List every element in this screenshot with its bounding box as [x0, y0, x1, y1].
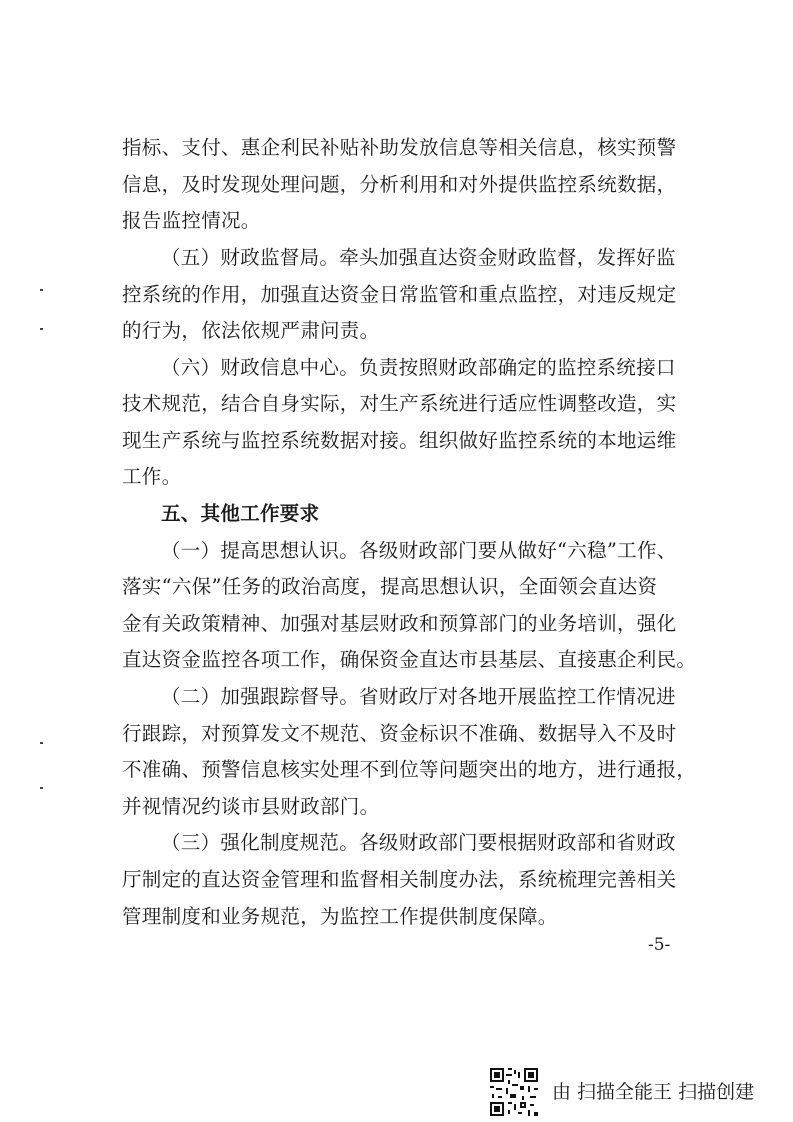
- body-line: 信息，及时发现处理问题，分析利用和对外提供监控系统数据，: [122, 173, 677, 196]
- body-line: （二）加强跟踪督导。省财政厅对各地开展监控工作情况进: [161, 685, 676, 708]
- scanner-credit-text: 由 扫描全能王 扫描创建: [552, 1081, 755, 1103]
- body-line: 现生产系统与监控系统数据对接。组织做好监控系统的本地运维: [122, 429, 677, 452]
- body-line: 行跟踪，对预算发文不规范、资金标识不准确、数据导入不及时: [122, 722, 677, 745]
- body-line: （一）提高思想认识。各级财政部门要从做好“六稳”工作、: [161, 539, 677, 562]
- body-line: 技术规范，结合自身实际，对生产系统进行适应性调整改造，实: [122, 392, 677, 415]
- body-line: 不准确、预警信息核实处理不到位等问题突出的地方，进行通报，: [122, 758, 697, 781]
- body-line: （六）财政信息中心。负责按照财政部确定的监控系统接口: [161, 356, 676, 379]
- body-line: 落实“六保”任务的政治高度，提高思想认识，全面领会直达资: [122, 575, 658, 598]
- binding-mark: [40, 289, 43, 291]
- body-line: 管理制度和业务规范，为监控工作提供制度保障。: [122, 905, 558, 928]
- body-line: 指标、支付、惠企利民补贴补助发放信息等相关信息，核实预警: [122, 136, 677, 159]
- body-line: 控系统的作用，加强直达资金日常监管和重点监控，对违反规定: [122, 283, 677, 306]
- body-line: 并视情况约谈市县财政部门。: [122, 795, 380, 818]
- page-number: -5-: [648, 935, 671, 955]
- body-line: （三）强化制度规范。各级财政部门要根据财政部和省财政: [161, 831, 676, 854]
- body-line: 直达资金监控各项工作，确保资金直达市县基层、直接惠企利民。: [122, 648, 697, 671]
- body-line: 金有关政策精神、加强对基层财政和预算部门的业务培训，强化: [122, 612, 677, 635]
- body-line: 工作。: [122, 465, 182, 488]
- binding-mark: [40, 742, 43, 744]
- body-line: （五）财政监督局。牵头加强直达资金财政监督，发挥好监: [161, 246, 676, 269]
- scanner-watermark: [488, 1066, 778, 1120]
- section-heading: 五、其他工作要求: [161, 502, 320, 525]
- body-line: 报告监控情况。: [122, 209, 261, 232]
- binding-mark: [40, 787, 43, 789]
- body-line: 的行为，依法依规严肃问责。: [122, 319, 380, 342]
- binding-mark: [40, 328, 43, 330]
- body-line: 厅制定的直达资金管理和监督相关制度办法，系统梳理完善相关: [122, 868, 677, 891]
- qr-code-icon: [488, 1066, 540, 1118]
